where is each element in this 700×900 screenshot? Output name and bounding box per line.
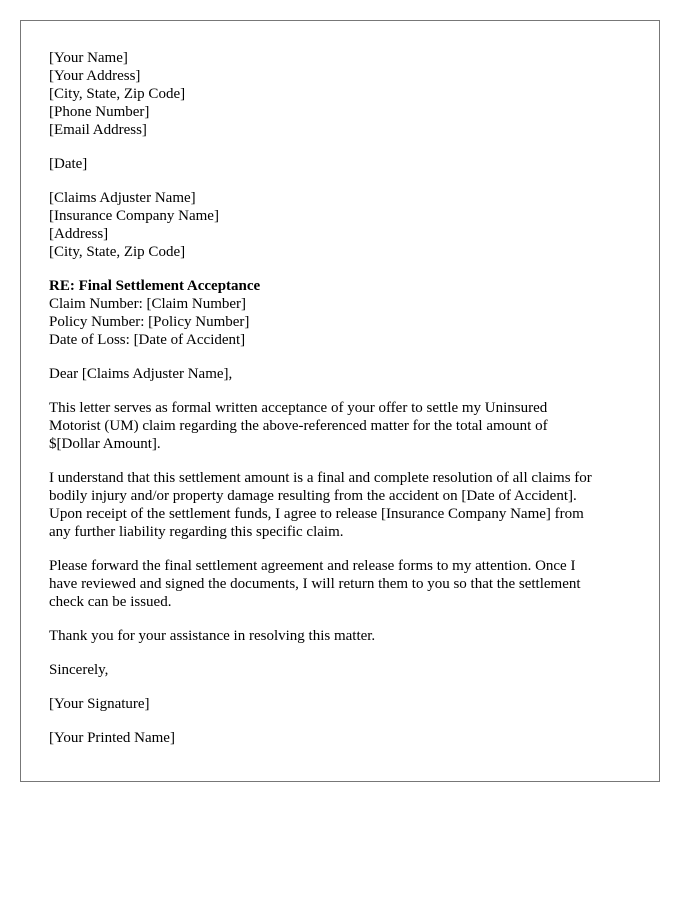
paragraph-line: $[Dollar Amount]. [49, 436, 161, 452]
claim-number: Claim Number: [Claim Number] [49, 296, 247, 312]
recipient-name: [Claims Adjuster Name] [49, 190, 196, 206]
sender-phone: [Phone Number] [49, 104, 150, 120]
body-paragraph [49, 469, 639, 541]
recipient-block [49, 189, 639, 261]
body-paragraph [49, 399, 639, 453]
printed-name-block [49, 729, 639, 747]
paragraph-line: Please forward the final settlement agreement and release forms to my attention. Once I [49, 558, 576, 574]
reference-block [49, 277, 639, 349]
policy-number: Policy Number: [Policy Number] [49, 314, 250, 330]
printed-name: [Your Printed Name] [49, 730, 175, 746]
signature-block [49, 695, 639, 713]
date-block [49, 155, 639, 173]
sender-address: [Your Address] [49, 68, 141, 84]
subject-line: RE: Final Settlement Acceptance [49, 278, 261, 294]
signature: [Your Signature] [49, 696, 150, 712]
salutation: Dear [Claims Adjuster Name], [49, 366, 233, 382]
sender-block [49, 49, 639, 139]
paragraph-line: check can be issued. [49, 594, 172, 610]
paragraph-line: have reviewed and signed the documents, I will return them to you so that the settlement [49, 576, 581, 592]
date-of-loss: Date of Loss: [Date of Accident] [49, 332, 246, 348]
recipient-city-state-zip: [City, State, Zip Code] [49, 244, 186, 260]
sender-city-state-zip: [City, State, Zip Code] [49, 86, 186, 102]
body-paragraph [49, 627, 639, 645]
paragraph-line: Upon receipt of the settlement funds, I agree to release [Insurance Company Name] from [49, 506, 584, 522]
letter-body [49, 49, 639, 763]
paragraph-line: Motorist (UM) claim regarding the above-referenced matter for the total amount of [49, 418, 548, 434]
body-paragraph [49, 557, 639, 611]
paragraph-line: bodily injury and/or property damage resulting from the accident on [Date of Accident]. [49, 488, 577, 504]
paragraph-line: any further liability regarding this specific claim. [49, 524, 344, 540]
closing-block [49, 661, 639, 679]
letter-date: [Date] [49, 156, 88, 172]
paragraph-line: This letter serves as formal written acceptance of your offer to settle my Uninsured [49, 400, 548, 416]
recipient-company: [Insurance Company Name] [49, 208, 219, 224]
letter-page [20, 20, 660, 782]
sender-name: [Your Name] [49, 50, 128, 66]
paragraph-line: Thank you for your assistance in resolving this matter. [49, 628, 376, 644]
closing: Sincerely, [49, 662, 109, 678]
salutation-block [49, 365, 639, 383]
sender-email: [Email Address] [49, 122, 147, 138]
recipient-address: [Address] [49, 226, 109, 242]
paragraph-line: I understand that this settlement amount is a final and complete resolution of all claims for [49, 470, 592, 486]
